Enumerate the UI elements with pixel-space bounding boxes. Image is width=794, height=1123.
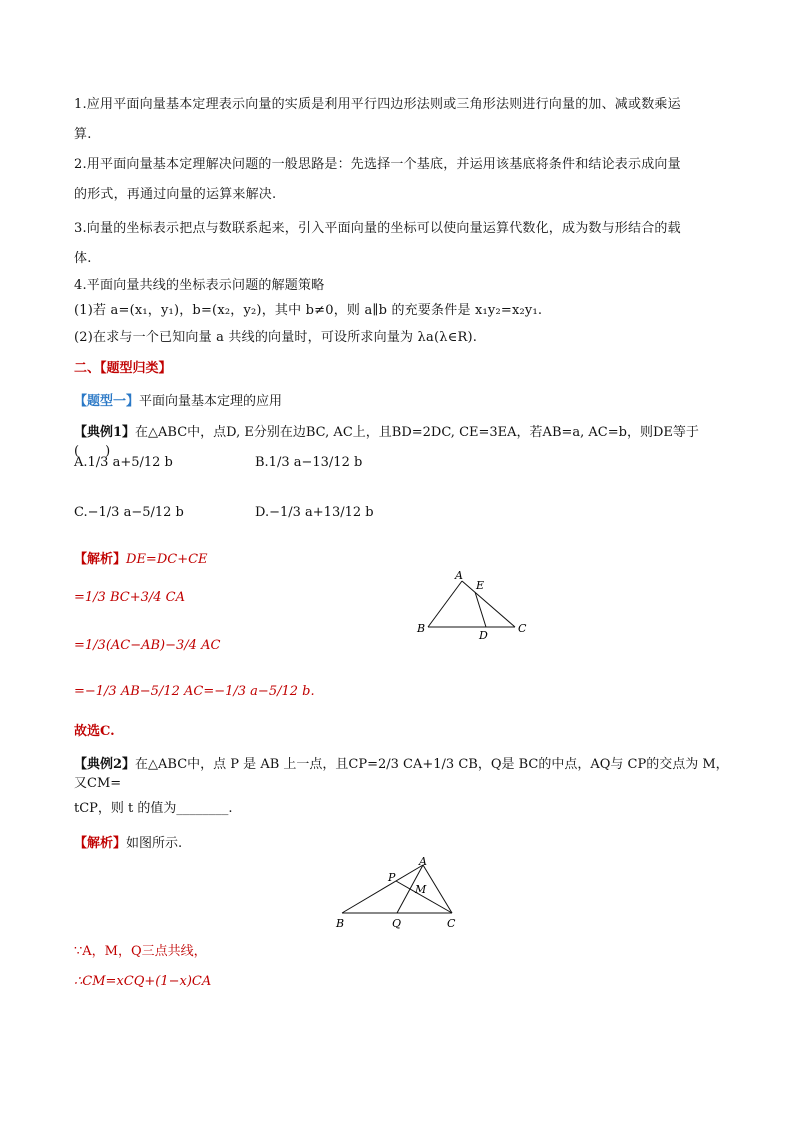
option-c: C.−1/3 a−5/12 b <box>74 505 184 520</box>
triangle-figure-2 <box>330 855 465 935</box>
type1-tag: 【题型一】 <box>74 394 140 409</box>
intro-text <box>74 90 724 352</box>
label-c: C <box>518 622 527 635</box>
side-ac <box>462 581 515 627</box>
triangle-figure-1 <box>410 565 540 645</box>
solution1-step-4: =−1/3 AB−5/12 AC=−1/3 a−5/12 b. <box>74 684 315 699</box>
intro-line-2a: 2.用平面向量基本定理解决问题的一般思路是：先选择一个基底，并运用该基底将条件和结论表示成向量 <box>74 157 681 172</box>
label-e: E <box>476 579 485 592</box>
side-ba <box>428 581 462 627</box>
label-c-2: C <box>447 917 456 930</box>
solution1-step-1: DE=DC+CE <box>126 552 208 567</box>
option-b: B.1/3 a−13/12 b <box>255 455 363 470</box>
label-a: A <box>455 569 463 582</box>
solution2-text: 如图所示. <box>126 836 183 851</box>
example2-stem-1 <box>74 753 734 791</box>
intro-line-1a: 1.应用平面向量基本定理表示向量的实质是利用平行四边形法则或三角形法则进行向量的加、减或数乘运 <box>74 97 681 112</box>
example2-text-1: 在△ABC中，点 P 是 AB 上一点，且CP=2/3 CA+1/3 CB，Q是 BC的中点，AQ与 CP的交点为 M，又CM= <box>74 757 729 791</box>
solution1-step-3: =1/3(AC−AB)−3/4 AC <box>74 638 221 653</box>
example1-solution <box>74 548 208 567</box>
type1-title: 平面向量基本定理的应用 <box>139 394 283 409</box>
label-d: D <box>479 629 488 642</box>
type1-heading <box>74 390 724 409</box>
section-heading: 二、【题型归类】 <box>74 361 172 376</box>
example2-stem-2: tCP，则 t 的值为________. <box>74 801 233 816</box>
intro-line-2b: 的形式，再通过向量的运算来解决. <box>74 187 277 202</box>
label-m: M <box>415 883 427 896</box>
option-d: D.−1/3 a+13/12 b <box>255 505 374 520</box>
intro-line-4: 4.平面向量共线的坐标表示问题的解题策略 <box>74 278 325 293</box>
label-b: B <box>417 622 426 635</box>
example1-stem <box>74 421 734 459</box>
solution2-tag: 【解析】 <box>74 836 127 851</box>
label-p: P <box>388 871 396 884</box>
example1-tag: 【典例1】 <box>74 425 136 440</box>
label-a-2: A <box>419 855 427 868</box>
example2-solution-head <box>74 832 724 851</box>
intro-line-3b: 体. <box>74 251 92 266</box>
label-b-2: B <box>336 917 345 930</box>
intro-line-6: (2)在求与一个已知向量 a 共线的向量时，可设所求向量为 λa(λ∈R). <box>74 330 478 345</box>
solution1-tag: 【解析】 <box>74 552 127 567</box>
intro-line-5: (1)若 a=(x₁，y₁)，b=(x₂，y₂)，其中 b≠0，则 a∥b 的充要条件是 x₁y₂=x₂y₁. <box>74 303 543 318</box>
intro-line-3a: 3.向量的坐标表示把点与数联系起来，引入平面向量的坐标可以使向量运算代数化，成为数与形结合的载 <box>74 221 681 236</box>
intro-line-1b: 算. <box>74 127 92 142</box>
label-q: Q <box>392 917 402 930</box>
option-a: A.1/3 a+5/12 b <box>74 455 173 470</box>
solution1-answer: 故选C. <box>74 724 115 739</box>
solution1-step-2: =1/3 BC+3/4 CA <box>74 590 185 605</box>
example1-text: 在△ABC中，点D, E分别在边BC, AC上，且BD=2DC, CE=3EA，若AB=a, AC=b，则DE等于( ) <box>74 425 699 459</box>
solution2-reason-2: ∴CM=xCQ+(1−x)CA <box>74 974 212 989</box>
solution2-reason-1: ∵A，M，Q三点共线， <box>74 944 207 959</box>
side-ac-2 <box>423 865 452 913</box>
example2-tag: 【典例2】 <box>74 757 136 772</box>
